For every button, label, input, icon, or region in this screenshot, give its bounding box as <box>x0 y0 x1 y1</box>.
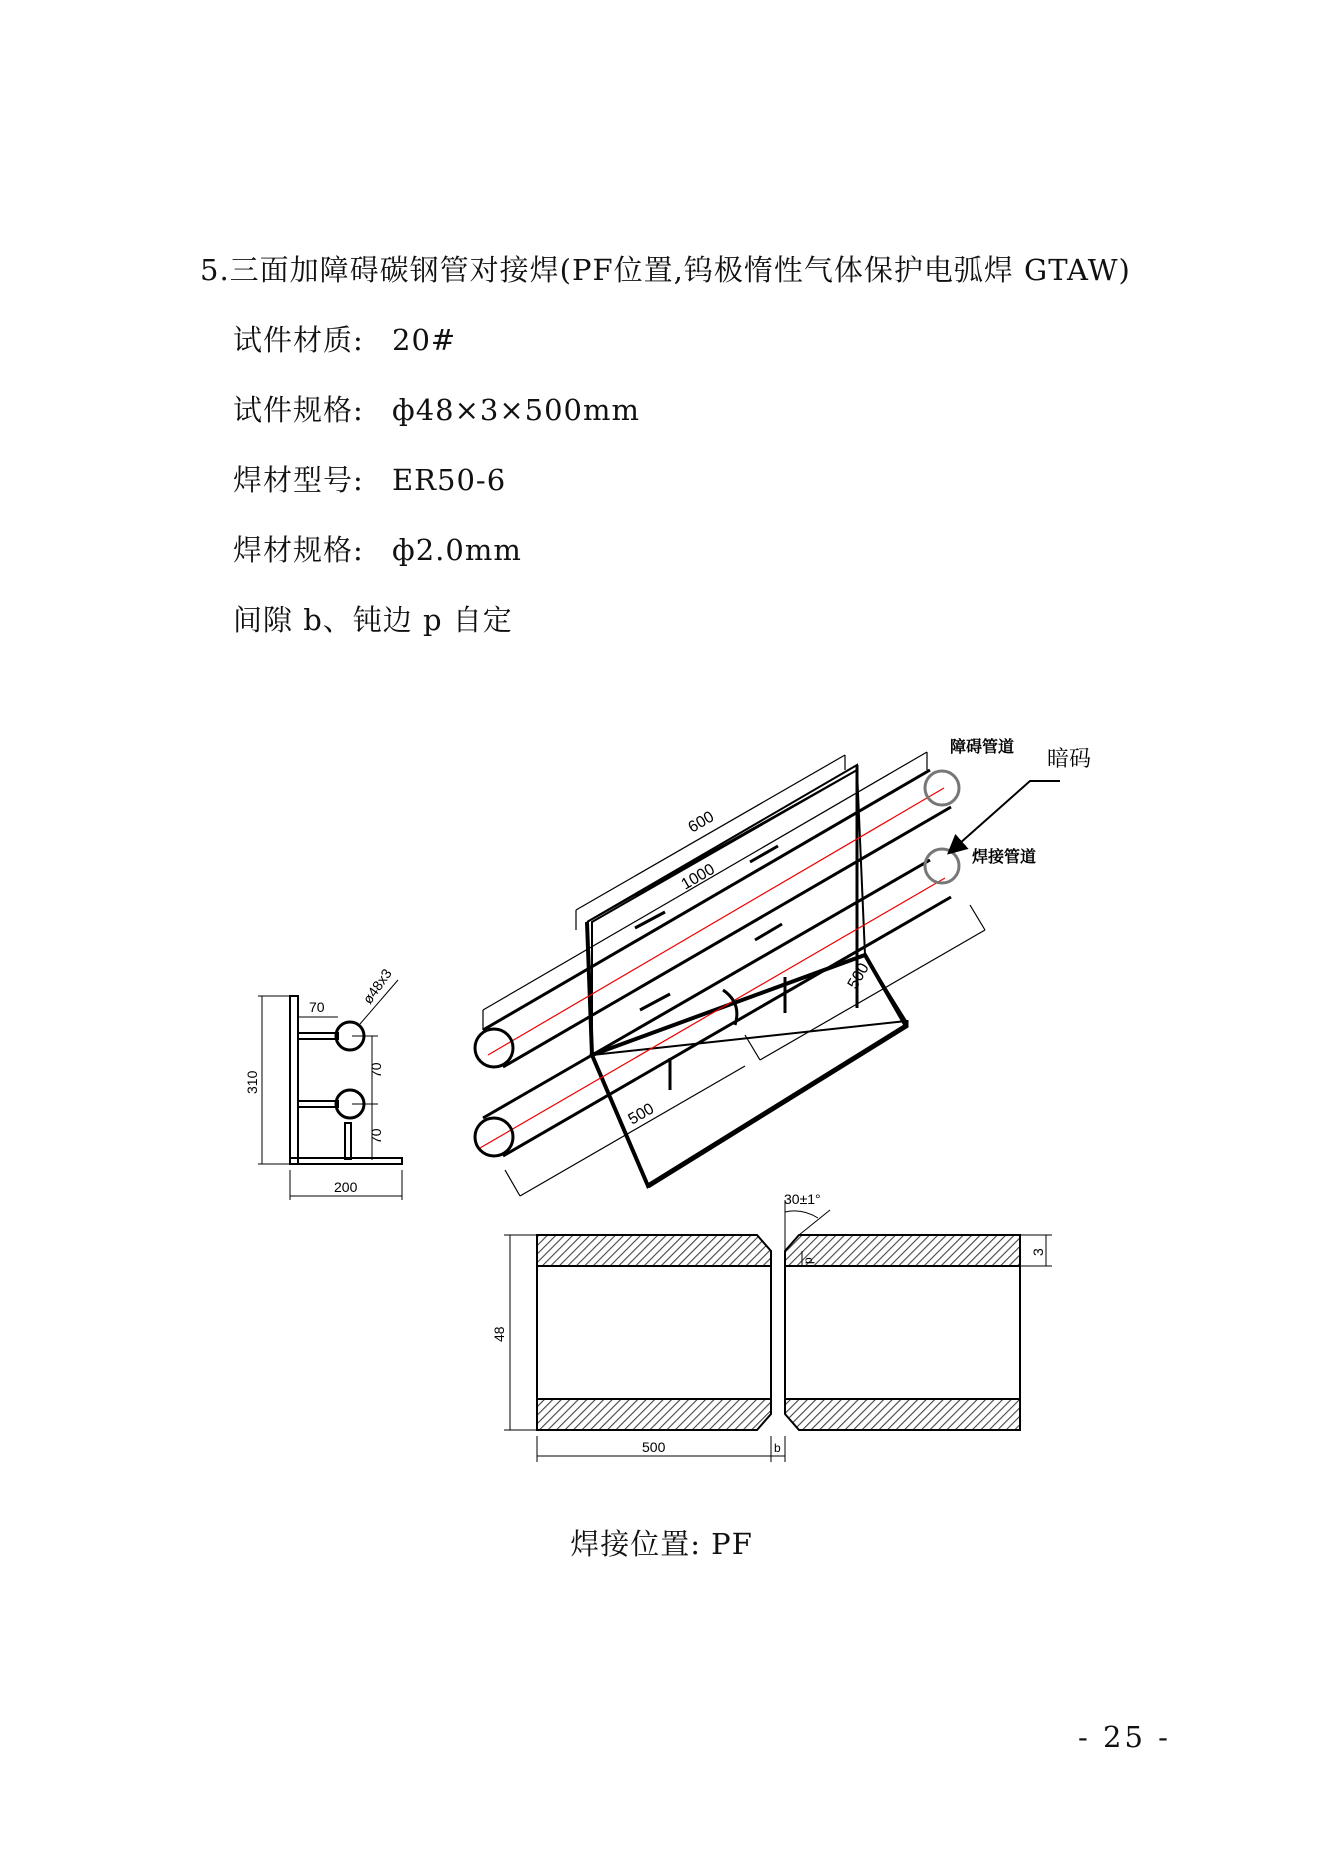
dim-70-mid: 70 <box>368 1062 384 1078</box>
section-heading: 5.三面加障碍碳钢管对接焊(PF位置,钨极惰性气体保护电弧焊 GTAW) <box>200 253 1131 287</box>
spec-value: ф2.0mm <box>392 533 522 567</box>
dim-500: 500 <box>642 1439 666 1455</box>
gap-note: 间隙 b、钝边 p 自定 <box>233 603 513 637</box>
spec-label: 焊材规格: <box>233 533 364 567</box>
dim-500-right: 500 <box>844 960 873 992</box>
spec-label: 试件规格: <box>233 393 364 427</box>
joint-detail <box>504 1200 1052 1462</box>
dim-1000: 1000 <box>678 860 718 894</box>
dim-200: 200 <box>334 1179 358 1195</box>
label-weld-pipe: 焊接管道 <box>972 849 1037 866</box>
spec-label: 焊材型号: <box>233 463 364 497</box>
spec-label: 试件材质: <box>233 323 364 357</box>
isometric-view <box>475 752 1060 1196</box>
dim-3: 3 <box>1030 1248 1046 1256</box>
dim-48: 48 <box>491 1326 507 1342</box>
dim-b: b <box>774 1441 781 1455</box>
dim-70-top: 70 <box>309 999 325 1015</box>
label-hidden-code: 暗码 <box>1047 746 1092 771</box>
page-number: - 25 - <box>1078 1720 1171 1754</box>
label-obstacle-pipe: 障碍管道 <box>950 739 1015 756</box>
spec-value: ф48×3×500mm <box>392 393 640 427</box>
side-view <box>258 980 402 1200</box>
spec-value: 20# <box>392 323 457 357</box>
spec-value: ER50-6 <box>392 463 507 497</box>
dim-p: p <box>801 1257 815 1264</box>
dim-70-low: 70 <box>368 1128 384 1144</box>
dim-500-left: 500 <box>625 1100 658 1129</box>
dim-310: 310 <box>244 1070 260 1094</box>
dim-angle: 30±1° <box>784 1191 821 1207</box>
figure-caption: 焊接位置: PF <box>570 1527 753 1561</box>
dim-600: 600 <box>685 808 718 837</box>
dim-pipe: ø48x3 <box>359 965 395 1007</box>
